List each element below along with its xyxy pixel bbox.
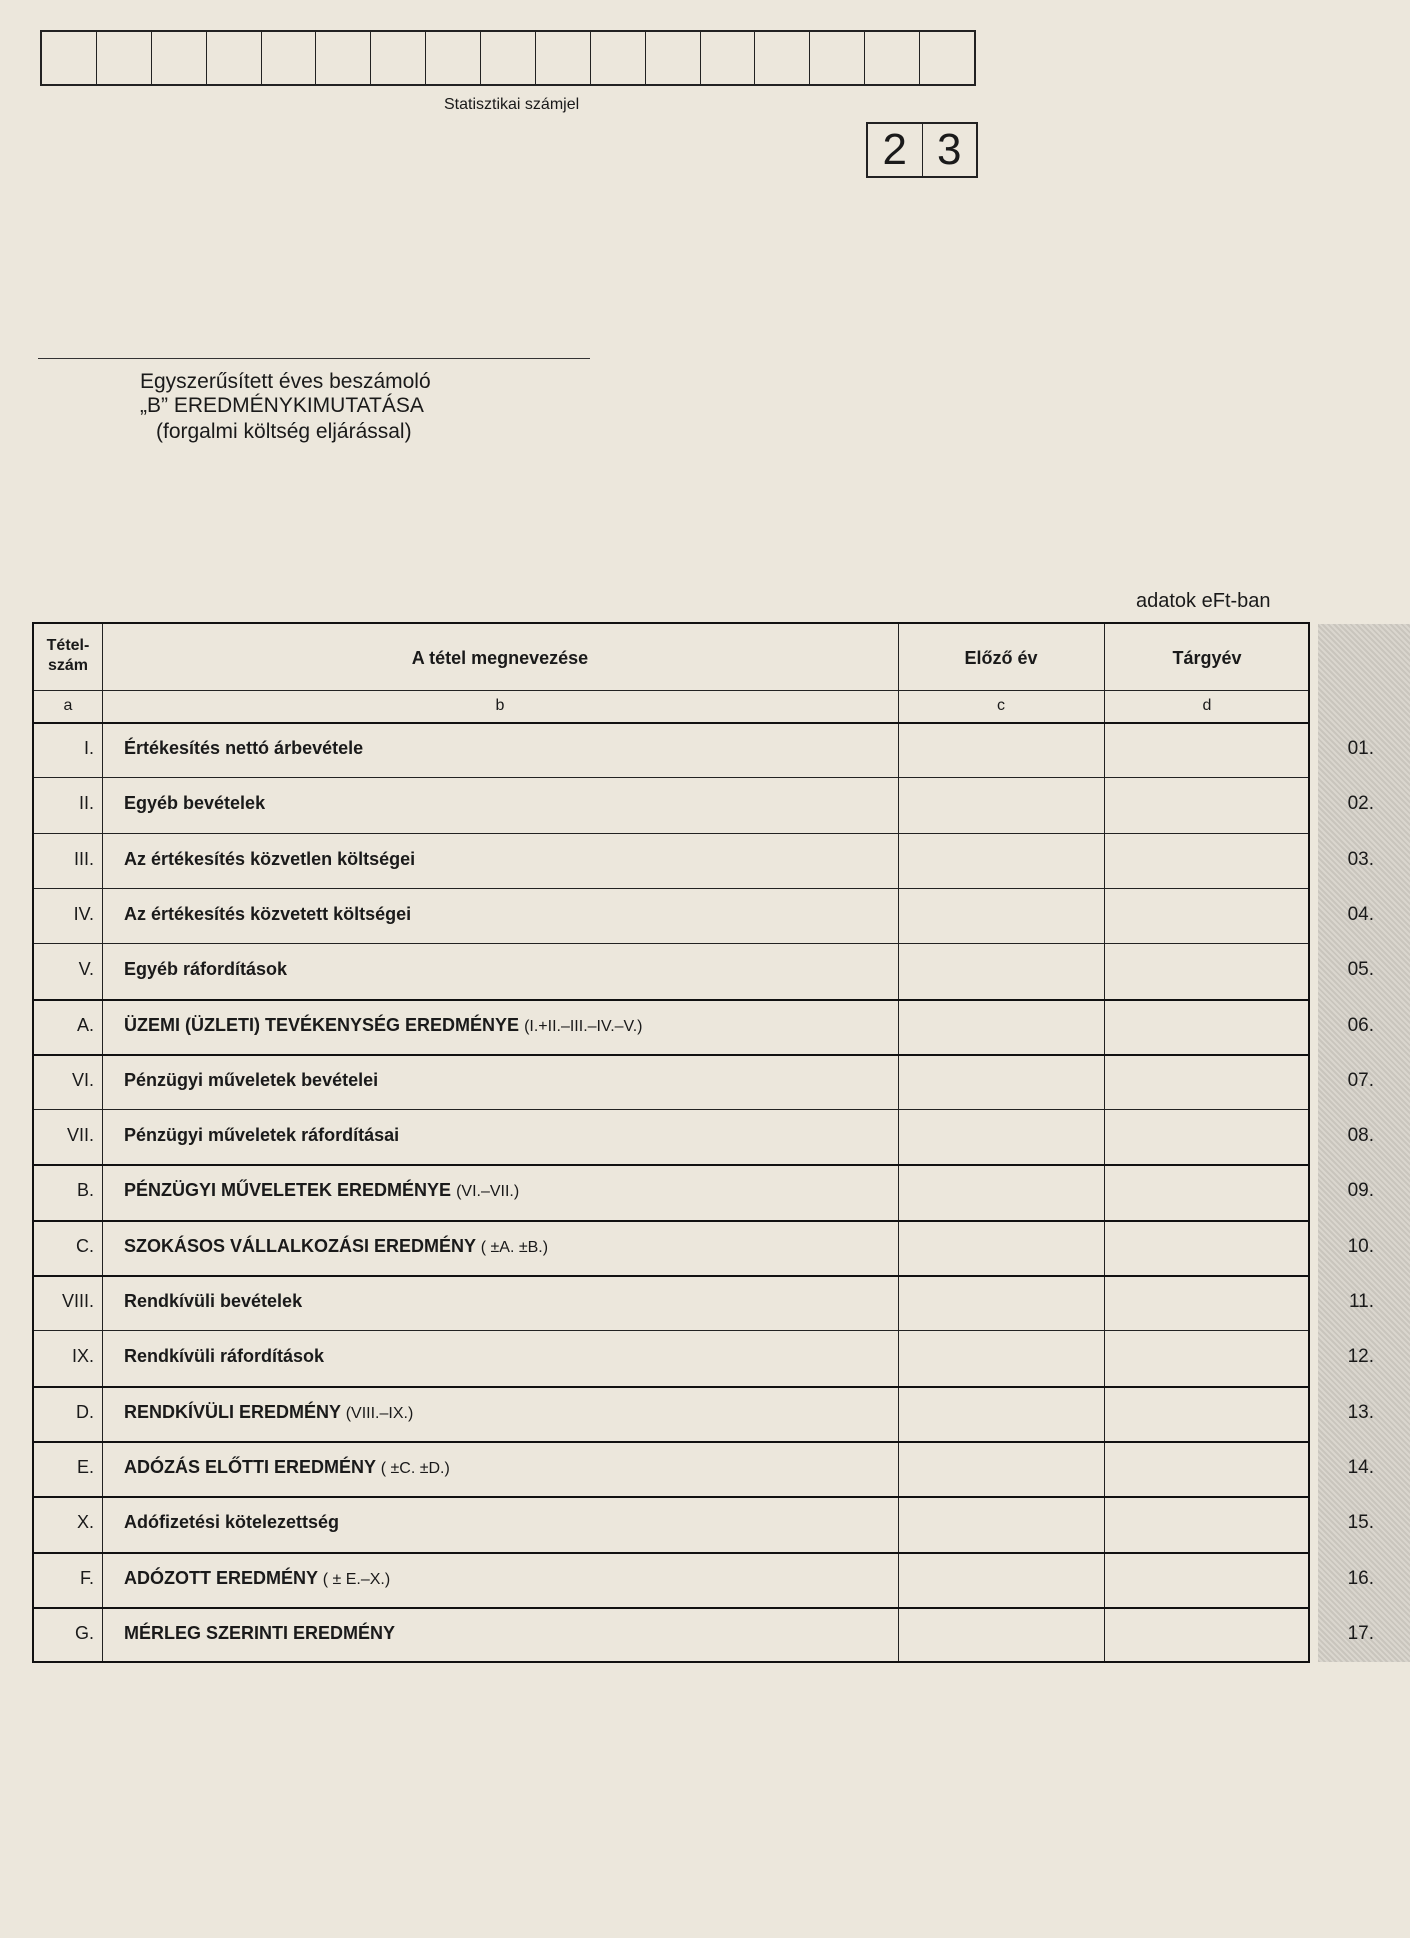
- previous-year-cell[interactable]: [900, 1222, 1102, 1273]
- stat-digit-cell[interactable]: [316, 32, 371, 84]
- row-code: 07.: [1347, 1069, 1374, 1091]
- row-item-number: III.: [73, 848, 94, 869]
- column-divider: [898, 624, 899, 1661]
- column-letter: d: [1202, 697, 1212, 714]
- page-digit: 2: [868, 124, 923, 176]
- row-item-name: [124, 1125, 399, 1146]
- row-code: 04.: [1347, 903, 1374, 925]
- page-number-box: [866, 122, 978, 178]
- row-item-name: [124, 1070, 378, 1091]
- previous-year-cell[interactable]: [900, 1332, 1102, 1383]
- row-code: 09.: [1347, 1180, 1374, 1202]
- previous-year-cell[interactable]: [900, 945, 1102, 996]
- row-item-number: VIII.: [61, 1291, 94, 1311]
- statistical-number-boxes[interactable]: [40, 30, 976, 86]
- row-item-name: [124, 1623, 395, 1644]
- column-letter: b: [495, 697, 505, 714]
- row-code: 06.: [1347, 1014, 1374, 1036]
- row-item-number: C.: [76, 1235, 94, 1256]
- header-item-name: A tétel megnevezése: [411, 648, 589, 668]
- previous-year-cell[interactable]: [900, 724, 1102, 775]
- previous-year-cell[interactable]: [900, 1056, 1102, 1107]
- header-item-number: Tétel- szám: [46, 637, 90, 674]
- row-item-name: [124, 1236, 548, 1257]
- row-item-label: ÜZEMI (ÜZLETI) TEVÉKENYSÉG EREDMÉNYE: [124, 1014, 520, 1035]
- table-row: [34, 777, 1308, 778]
- previous-year-cell[interactable]: [900, 1554, 1102, 1605]
- current-year-cell[interactable]: [1106, 1111, 1308, 1162]
- column-letter: a: [63, 697, 73, 714]
- row-item-label: Értékesítés nettó árbevétele: [124, 738, 364, 758]
- stat-digit-cell[interactable]: [97, 32, 152, 84]
- report-title-line3: (forgalmi költség eljárással): [156, 420, 412, 443]
- row-item-formula: (I.+II.–III.–IV.–V.): [524, 1017, 643, 1035]
- header-current-year: Tárgyév: [1172, 648, 1242, 668]
- stat-digit-cell[interactable]: [42, 32, 97, 84]
- previous-year-cell[interactable]: [900, 1609, 1102, 1660]
- stat-digit-cell[interactable]: [426, 32, 481, 84]
- row-code: 11.: [1348, 1291, 1374, 1312]
- stat-digit-cell[interactable]: [262, 32, 317, 84]
- previous-year-cell[interactable]: [900, 1443, 1102, 1494]
- row-code: 08.: [1347, 1125, 1374, 1147]
- row-item-name: [124, 1015, 643, 1036]
- row-item-label: Rendkívüli ráfordítások: [124, 1346, 325, 1367]
- previous-year-cell[interactable]: [900, 1166, 1102, 1217]
- row-item-label: SZOKÁSOS VÁLLALKOZÁSI EREDMÉNY: [124, 1235, 476, 1256]
- current-year-cell[interactable]: [1106, 1388, 1308, 1439]
- row-item-name: [124, 849, 415, 870]
- report-title-line2: „B” EREDMÉNYKIMUTATÁSA: [140, 394, 424, 417]
- table-row: [34, 1109, 1308, 1110]
- row-item-number: VI.: [71, 1069, 94, 1090]
- row-code: 16.: [1347, 1567, 1374, 1589]
- row-code: 13.: [1347, 1401, 1374, 1423]
- row-item-name: [124, 1568, 390, 1589]
- row-item-formula: ( ±C. ±D.): [380, 1459, 450, 1477]
- row-item-label: PÉNZÜGYI MŰVELETEK EREDMÉNYE: [124, 1180, 452, 1201]
- stat-digit-cell[interactable]: [152, 32, 207, 84]
- row-code: 02.: [1347, 793, 1374, 815]
- previous-year-cell[interactable]: [900, 1388, 1102, 1439]
- row-item-label: Az értékesítés közvetlen költségei: [124, 848, 416, 869]
- row-item-number: G.: [74, 1622, 94, 1643]
- stat-digit-cell[interactable]: [920, 32, 974, 84]
- column-divider: [1104, 624, 1105, 1661]
- row-item-name: [124, 738, 363, 759]
- page-digit: 3: [937, 125, 962, 174]
- current-year-cell[interactable]: [1106, 1056, 1308, 1107]
- row-item-number: II.: [78, 793, 94, 814]
- row-item-formula: ( ±A. ±B.): [480, 1238, 549, 1256]
- row-item-label: Rendkívüli bevételek: [124, 1291, 303, 1311]
- row-item-number: IX.: [71, 1346, 94, 1367]
- row-item-label: MÉRLEG SZERINTI EREDMÉNY: [124, 1622, 396, 1643]
- stat-digit-cell[interactable]: [865, 32, 920, 84]
- current-year-cell[interactable]: [1106, 1554, 1308, 1605]
- previous-year-cell[interactable]: [900, 779, 1102, 830]
- row-item-name: [124, 1180, 519, 1201]
- current-year-cell[interactable]: [1106, 890, 1308, 941]
- report-title-line1: Egyszerűsített éves beszámoló: [140, 370, 431, 393]
- row-item-label: Pénzügyi műveletek ráfordításai: [124, 1125, 400, 1146]
- column-divider: [102, 624, 103, 1661]
- stat-digit-cell[interactable]: [646, 32, 701, 84]
- stat-digit-cell[interactable]: [536, 32, 591, 84]
- current-year-cell[interactable]: [1106, 1498, 1308, 1549]
- stat-digit-cell[interactable]: [810, 32, 865, 84]
- current-year-cell[interactable]: [1106, 1277, 1308, 1328]
- row-item-number: A.: [76, 1014, 94, 1035]
- row-item-number: V.: [78, 959, 94, 980]
- stat-digit-cell[interactable]: [591, 32, 646, 84]
- row-item-number: F.: [79, 1567, 94, 1588]
- row-item-label: Egyéb bevételek: [124, 793, 266, 814]
- row-item-name: [124, 1402, 413, 1423]
- column-letter: c: [997, 697, 1005, 714]
- previous-year-cell[interactable]: [900, 1498, 1102, 1549]
- row-item-label: ADÓZOTT EREDMÉNY: [124, 1567, 318, 1588]
- row-item-name: [124, 1346, 324, 1367]
- row-item-number: B.: [76, 1180, 94, 1201]
- row-item-name: [124, 959, 287, 980]
- row-item-name: [124, 904, 411, 925]
- row-code: 12.: [1347, 1346, 1374, 1368]
- row-item-name: [124, 1512, 339, 1533]
- row-code: 03.: [1347, 848, 1374, 870]
- row-item-number: I.: [83, 738, 94, 758]
- stat-digit-cell[interactable]: [755, 32, 810, 84]
- header-divider: [34, 690, 1308, 691]
- row-item-formula: (VIII.–IX.): [345, 1404, 414, 1422]
- row-code: 10.: [1347, 1235, 1374, 1257]
- table-row: [34, 888, 1308, 889]
- header-previous-year: Előző év: [964, 648, 1038, 668]
- current-year-cell[interactable]: [1106, 779, 1308, 830]
- row-code: 17.: [1347, 1622, 1374, 1644]
- stat-digit-cell[interactable]: [371, 32, 426, 84]
- current-year-cell[interactable]: [1106, 1001, 1308, 1052]
- row-item-name: [124, 793, 265, 814]
- previous-year-cell[interactable]: [900, 1001, 1102, 1052]
- table-row: [34, 943, 1308, 944]
- current-year-cell[interactable]: [1106, 1166, 1308, 1217]
- row-item-label: RENDKÍVÜLI EREDMÉNY: [124, 1401, 341, 1422]
- row-item-formula: (VI.–VII.): [456, 1183, 520, 1201]
- previous-year-cell[interactable]: [900, 1111, 1102, 1162]
- table-row: [34, 833, 1308, 834]
- current-year-cell[interactable]: [1106, 835, 1308, 886]
- row-item-number: E.: [76, 1456, 94, 1477]
- stat-digit-cell[interactable]: [207, 32, 262, 84]
- row-item-label: Az értékesítés közvetett költségei: [124, 903, 412, 924]
- income-statement-table: [32, 622, 1310, 1663]
- current-year-cell[interactable]: [1106, 724, 1308, 775]
- row-code: 05.: [1347, 959, 1374, 981]
- row-item-name: [124, 1457, 450, 1478]
- stat-digit-cell[interactable]: [701, 32, 756, 84]
- row-item-label: ADÓZÁS ELŐTTI EREDMÉNY: [124, 1456, 376, 1477]
- row-code: 01.: [1347, 738, 1374, 759]
- title-rule: [38, 358, 590, 359]
- current-year-cell[interactable]: [1106, 1609, 1308, 1660]
- table-row: [34, 1330, 1308, 1331]
- row-item-number: IV.: [73, 903, 94, 924]
- statistical-number-label: Statisztikai számjel: [444, 96, 580, 113]
- row-item-label: Adófizetési kötelezettség: [124, 1512, 340, 1533]
- row-item-number: D.: [76, 1401, 94, 1422]
- current-year-cell[interactable]: [1106, 1443, 1308, 1494]
- row-code: 15.: [1347, 1512, 1374, 1534]
- unit-note: adatok eFt-ban: [1136, 590, 1271, 612]
- row-item-number: X.: [76, 1512, 94, 1533]
- row-item-name: [124, 1291, 302, 1312]
- row-code: 14.: [1347, 1456, 1374, 1478]
- previous-year-cell[interactable]: [900, 890, 1102, 941]
- current-year-cell[interactable]: [1106, 1332, 1308, 1383]
- previous-year-cell[interactable]: [900, 1277, 1102, 1328]
- row-item-number: VII.: [66, 1125, 94, 1146]
- current-year-cell[interactable]: [1106, 1222, 1308, 1273]
- row-item-label: Pénzügyi műveletek bevételei: [124, 1069, 379, 1090]
- row-item-formula: ( ± E.–X.): [322, 1570, 391, 1588]
- stat-digit-cell[interactable]: [481, 32, 536, 84]
- previous-year-cell[interactable]: [900, 835, 1102, 886]
- current-year-cell[interactable]: [1106, 945, 1308, 996]
- row-item-label: Egyéb ráfordítások: [124, 959, 288, 980]
